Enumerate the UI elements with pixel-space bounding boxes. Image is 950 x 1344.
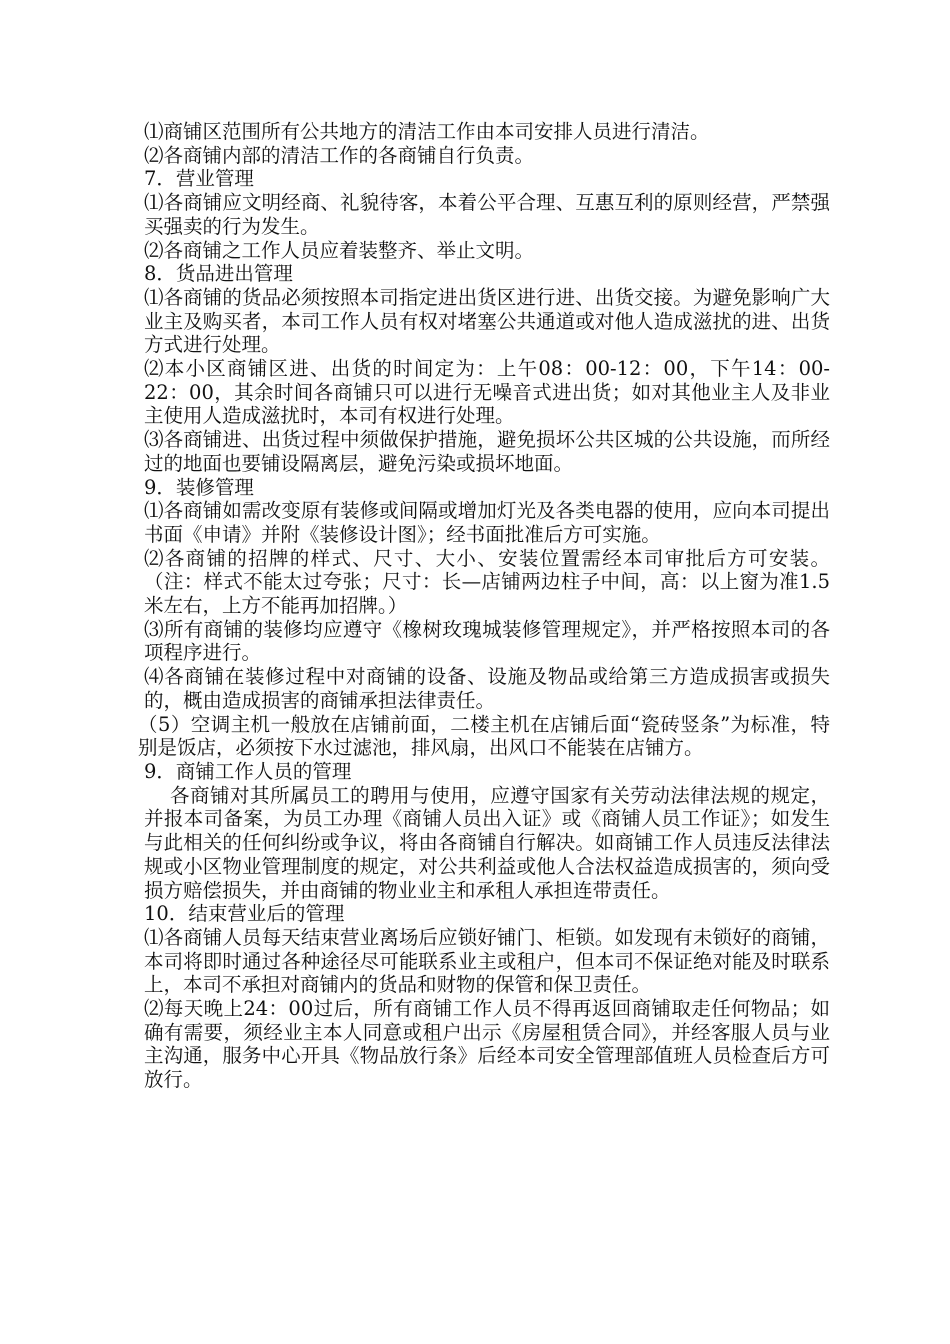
paragraph: （5）空调主机一般放在店铺前面，二楼主机在店铺后面“瓷砖竖条”为标准，特别是饭店，必须按下水过滤池，排风扇，出风口不能装在店铺方。 — [138, 712, 830, 760]
paragraph: ⑴商铺区范围所有公共地方的清洁工作由本司安排人员进行清洁。 — [144, 120, 710, 143]
paragraph: ⑶各商铺进、出货过程中须做保护措施，避免损坏公共区城的公共设施，而所经过的地面也要铺设隔离层，避免污染或损坏地面。 — [144, 428, 830, 475]
paragraph: ⑵各商铺的招牌的样式、尺寸、大小、安装位置需经本司审批后方可安装。（注：样式不能太过夸张；尺寸：长—店铺两边柱子中间，高：以上窗为准1.5米左右，上方不能再加招牌。） — [144, 546, 830, 618]
paragraph: ⑴各商铺如需改变原有装修或间隔或增加灯光及各类电器的使用，应向本司提出书面《申请》并附《装修设计图》；经书面批准后方可实施。 — [144, 499, 830, 546]
paragraph: ⑴各商铺的货品必须按照本司指定进出货区进行进、出货交接。为避免影响广大业主及购买者，本司工作人员有权对堵塞公共通道或对他人造成滋扰的进、出货方式进行处理。 — [144, 285, 830, 357]
section-heading: 9．装修管理 — [144, 475, 254, 499]
section-heading: 8．货品进出管理 — [144, 262, 293, 286]
section-heading: 10．结束营业后的管理 — [144, 902, 345, 926]
paragraph: 各商铺对其所属员工的聘用与使用，应遵守国家有关劳动法律法规的规定，并报本司备案，为员工办理《商铺人员出入证》或《商铺人员工作证》；如发生与此相关的任何纠纷或争议，将由各商铺自行解决。如商铺工作人员违反法律法规或小区物业管理制度的规定，对公共利益或他人合法权益造成损害的，须向受损方赔偿损失，并由商铺的物业业主和承租人承担连带责任。 — [144, 783, 830, 902]
paragraph: ⑵各商铺之工作人员应着装整齐、举止文明。 — [144, 238, 535, 262]
section-heading: 7．营业管理 — [144, 167, 254, 191]
paragraph: ⑵每天晚上24：00过后，所有商铺工作人员不得再返回商铺取走任何物品；如确有需要，须经业主本人同意或租户出示《房屋租赁合同》，并经客服人员与业主沟通，服务中心开具《物品放行条》后经本司安全管理部值班人员检查后方可放行。 — [144, 997, 830, 1092]
section-heading: 9．商铺工作人员的管理 — [144, 759, 352, 783]
paragraph: ⑴各商铺人员每天结束营业离场后应锁好铺门、柜锁。如发现有未锁好的商铺，本司将即时通过各种途径尽可能联系业主或租户，但本司不保证绝对能及时联系上，本司不承担对商铺内的货品和财物的保管和保卫责任。 — [144, 925, 830, 997]
paragraph: ⑷各商铺在装修过程中对商铺的设备、设施及物品或给第三方造成损害或损失的，概由造成损害的商铺承担法律责任。 — [144, 665, 830, 712]
paragraph: ⑴各商铺应文明经商、礼貌待客，本着公平合理、互惠互利的原则经营，严禁强买强卖的行为发生。 — [144, 191, 830, 238]
document-body — [138, 120, 830, 1092]
paragraph: ⑵本小区商铺区进、出货的时间定为：上午08：00-12：00，下午14：00-22：00，其余时间各商铺只可以进行无噪音式进出货；如对其他业主人及非业主使用人造成滋扰时，本司有权进行处理。 — [144, 357, 830, 428]
paragraph: ⑵各商铺内部的清洁工作的各商铺自行负责。 — [144, 143, 535, 167]
paragraph: ⑶所有商铺的装修均应遵守《橡树玫瑰城装修管理规定》，并严格按照本司的各项程序进行。 — [144, 617, 830, 665]
